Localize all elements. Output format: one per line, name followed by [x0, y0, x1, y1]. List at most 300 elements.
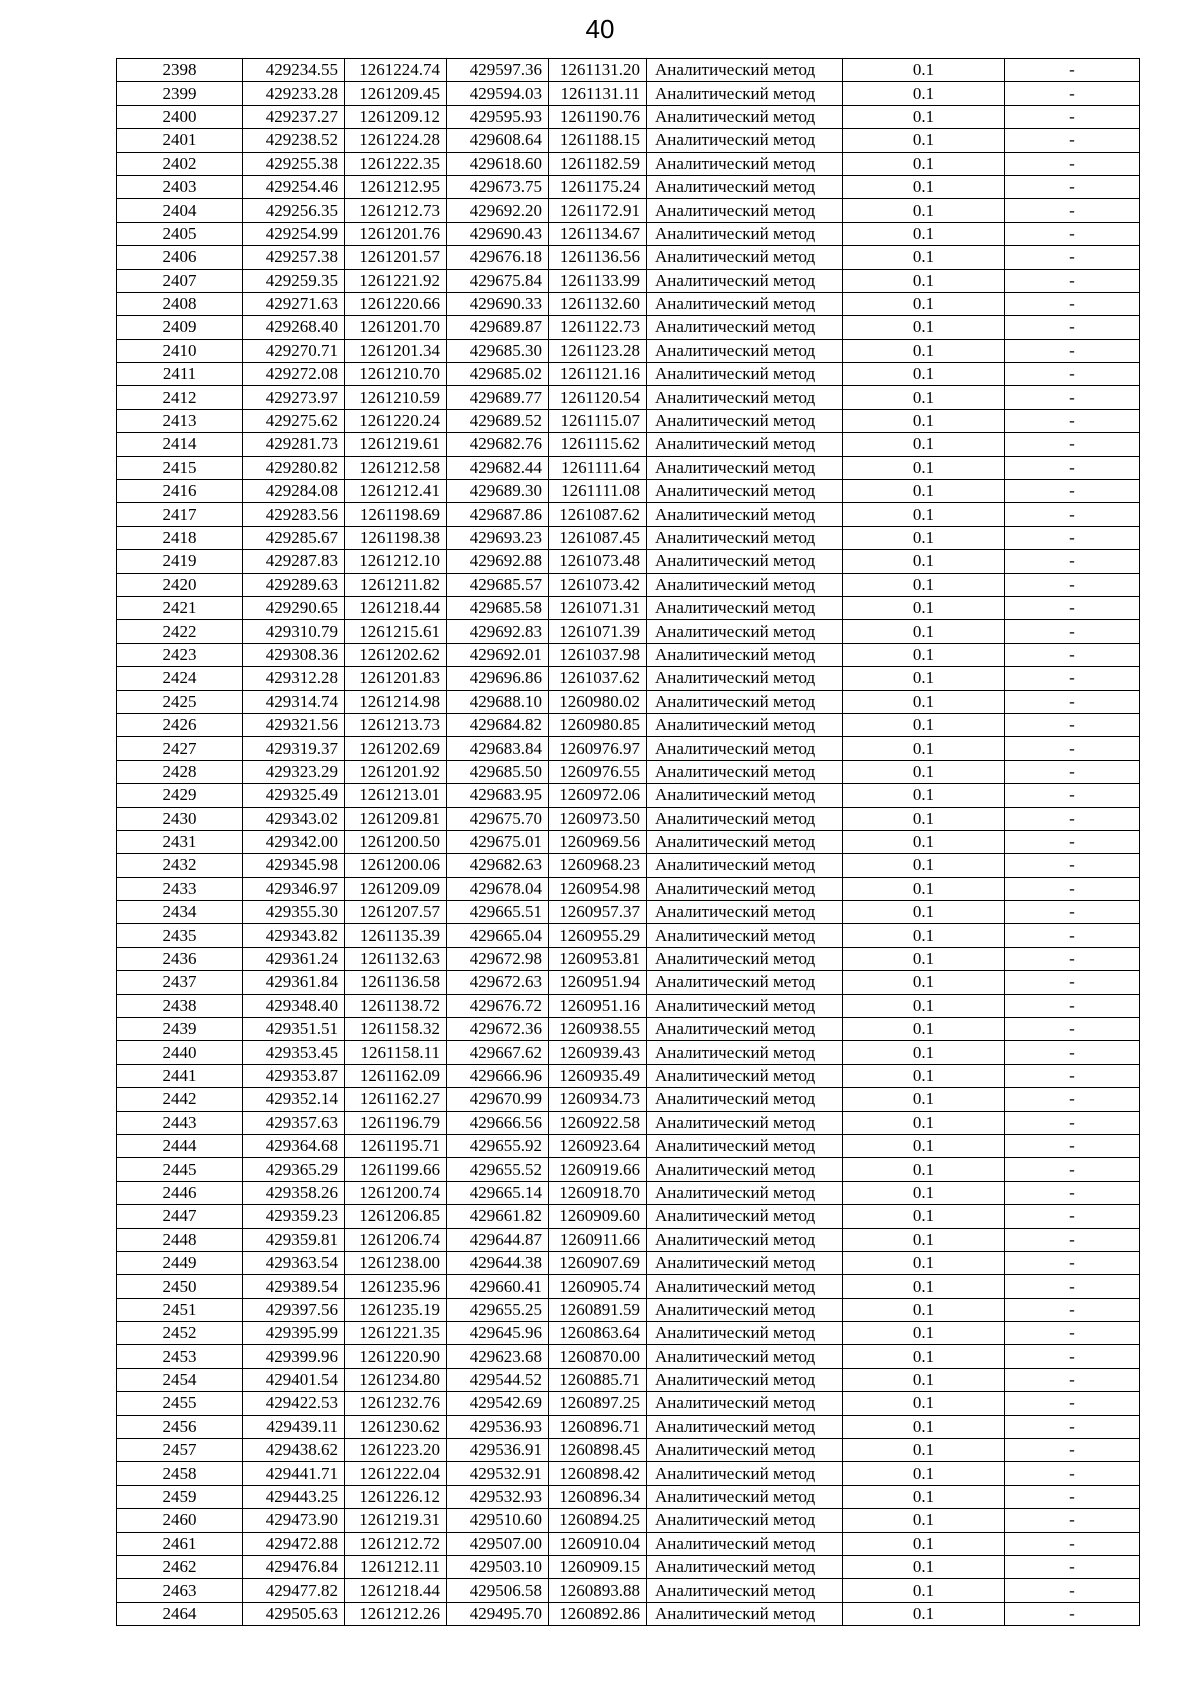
accuracy-cell: 0.1	[843, 175, 1005, 198]
method-cell: Аналитический метод	[647, 1509, 843, 1532]
point-number-cell: 2418	[117, 526, 243, 549]
y2-cell: 1260894.25	[549, 1509, 647, 1532]
table-row	[117, 1532, 1140, 1555]
x2-cell: 429536.91	[447, 1439, 549, 1462]
x2-cell: 429544.52	[447, 1368, 549, 1391]
method-cell: Аналитический метод	[647, 596, 843, 619]
table-row	[117, 1485, 1140, 1508]
y1-cell: 1261201.70	[345, 316, 447, 339]
x1-cell: 429314.74	[243, 690, 345, 713]
y1-cell: 1261212.11	[345, 1556, 447, 1579]
point-number-cell: 2463	[117, 1579, 243, 1602]
method-cell: Аналитический метод	[647, 339, 843, 362]
point-number-cell: 2453	[117, 1345, 243, 1368]
point-number-cell: 2424	[117, 667, 243, 690]
note-cell: -	[1005, 573, 1140, 596]
table-row	[117, 737, 1140, 760]
y2-cell: 1260897.25	[549, 1392, 647, 1415]
y2-cell: 1260896.71	[549, 1415, 647, 1438]
table-row	[117, 947, 1140, 970]
table-row	[117, 924, 1140, 947]
y2-cell: 1260896.34	[549, 1485, 647, 1508]
y1-cell: 1261211.82	[345, 573, 447, 596]
y1-cell: 1261214.98	[345, 690, 447, 713]
x2-cell: 429675.84	[447, 269, 549, 292]
table-row	[117, 994, 1140, 1017]
x1-cell: 429308.36	[243, 643, 345, 666]
method-cell: Аналитический метод	[647, 480, 843, 503]
x1-cell: 429270.71	[243, 339, 345, 362]
accuracy-cell: 0.1	[843, 1018, 1005, 1041]
y1-cell: 1261212.73	[345, 199, 447, 222]
accuracy-cell: 0.1	[843, 82, 1005, 105]
x1-cell: 429472.88	[243, 1532, 345, 1555]
accuracy-cell: 0.1	[843, 1298, 1005, 1321]
point-number-cell: 2458	[117, 1462, 243, 1485]
method-cell: Аналитический метод	[647, 269, 843, 292]
method-cell: Аналитический метод	[647, 737, 843, 760]
y2-cell: 1260907.69	[549, 1251, 647, 1274]
y2-cell: 1261122.73	[549, 316, 647, 339]
y1-cell: 1261202.69	[345, 737, 447, 760]
x1-cell: 429285.67	[243, 526, 345, 549]
y1-cell: 1261209.09	[345, 877, 447, 900]
accuracy-cell: 0.1	[843, 1579, 1005, 1602]
y1-cell: 1261158.32	[345, 1018, 447, 1041]
y2-cell: 1260893.88	[549, 1579, 647, 1602]
y1-cell: 1261212.10	[345, 550, 447, 573]
method-cell: Аналитический метод	[647, 1392, 843, 1415]
x1-cell: 429342.00	[243, 830, 345, 853]
x1-cell: 429254.46	[243, 175, 345, 198]
note-cell: -	[1005, 643, 1140, 666]
x2-cell: 429644.38	[447, 1251, 549, 1274]
table-row	[117, 1439, 1140, 1462]
x1-cell: 429361.24	[243, 947, 345, 970]
note-cell: -	[1005, 854, 1140, 877]
method-cell: Аналитический метод	[647, 1181, 843, 1204]
y2-cell: 1260922.58	[549, 1111, 647, 1134]
table-row	[117, 456, 1140, 479]
y1-cell: 1261224.28	[345, 129, 447, 152]
point-number-cell: 2433	[117, 877, 243, 900]
x2-cell: 429682.76	[447, 433, 549, 456]
point-number-cell: 2450	[117, 1275, 243, 1298]
y2-cell: 1261071.39	[549, 620, 647, 643]
y1-cell: 1261230.62	[345, 1415, 447, 1438]
method-cell: Аналитический метод	[647, 1041, 843, 1064]
note-cell: -	[1005, 480, 1140, 503]
x2-cell: 429675.01	[447, 830, 549, 853]
y1-cell: 1261202.62	[345, 643, 447, 666]
table-row	[117, 877, 1140, 900]
point-number-cell: 2414	[117, 433, 243, 456]
note-cell: -	[1005, 737, 1140, 760]
y2-cell: 1261136.56	[549, 246, 647, 269]
x2-cell: 429655.92	[447, 1134, 549, 1157]
accuracy-cell: 0.1	[843, 339, 1005, 362]
method-cell: Аналитический метод	[647, 59, 843, 82]
note-cell: -	[1005, 760, 1140, 783]
x2-cell: 429672.63	[447, 971, 549, 994]
table-row	[117, 1205, 1140, 1228]
note-cell: -	[1005, 129, 1140, 152]
y2-cell: 1261073.42	[549, 573, 647, 596]
method-cell: Аналитический метод	[647, 690, 843, 713]
y1-cell: 1261215.61	[345, 620, 447, 643]
y1-cell: 1261212.95	[345, 175, 447, 198]
table-row	[117, 503, 1140, 526]
note-cell: -	[1005, 690, 1140, 713]
table-row	[117, 292, 1140, 315]
accuracy-cell: 0.1	[843, 924, 1005, 947]
method-cell: Аналитический метод	[647, 807, 843, 830]
point-number-cell: 2464	[117, 1602, 243, 1625]
y2-cell: 1260980.85	[549, 713, 647, 736]
x2-cell: 429696.86	[447, 667, 549, 690]
point-number-cell: 2451	[117, 1298, 243, 1321]
method-cell: Аналитический метод	[647, 971, 843, 994]
method-cell: Аналитический метод	[647, 1579, 843, 1602]
table-row	[117, 82, 1140, 105]
note-cell: -	[1005, 620, 1140, 643]
accuracy-cell: 0.1	[843, 1064, 1005, 1087]
y1-cell: 1261213.73	[345, 713, 447, 736]
method-cell: Аналитический метод	[647, 760, 843, 783]
method-cell: Аналитический метод	[647, 667, 843, 690]
x2-cell: 429692.83	[447, 620, 549, 643]
x2-cell: 429644.87	[447, 1228, 549, 1251]
x2-cell: 429682.44	[447, 456, 549, 479]
x2-cell: 429689.52	[447, 409, 549, 432]
x1-cell: 429422.53	[243, 1392, 345, 1415]
x2-cell: 429670.99	[447, 1088, 549, 1111]
y2-cell: 1261134.67	[549, 222, 647, 245]
x1-cell: 429319.37	[243, 737, 345, 760]
table-row	[117, 1579, 1140, 1602]
x2-cell: 429645.96	[447, 1322, 549, 1345]
table-row	[117, 620, 1140, 643]
point-number-cell: 2457	[117, 1439, 243, 1462]
x2-cell: 429667.62	[447, 1041, 549, 1064]
table-row	[117, 1602, 1140, 1625]
x2-cell: 429693.23	[447, 526, 549, 549]
accuracy-cell: 0.1	[843, 480, 1005, 503]
y2-cell: 1260939.43	[549, 1041, 647, 1064]
x2-cell: 429676.72	[447, 994, 549, 1017]
y2-cell: 1260891.59	[549, 1298, 647, 1321]
x2-cell: 429666.56	[447, 1111, 549, 1134]
y2-cell: 1261120.54	[549, 386, 647, 409]
note-cell: -	[1005, 409, 1140, 432]
x2-cell: 429687.86	[447, 503, 549, 526]
table-row	[117, 901, 1140, 924]
accuracy-cell: 0.1	[843, 1275, 1005, 1298]
accuracy-cell: 0.1	[843, 1485, 1005, 1508]
y2-cell: 1261182.59	[549, 152, 647, 175]
x1-cell: 429365.29	[243, 1158, 345, 1181]
accuracy-cell: 0.1	[843, 573, 1005, 596]
table-row	[117, 386, 1140, 409]
point-number-cell: 2438	[117, 994, 243, 1017]
note-cell: -	[1005, 713, 1140, 736]
x2-cell: 429503.10	[447, 1556, 549, 1579]
note-cell: -	[1005, 1579, 1140, 1602]
y2-cell: 1260870.00	[549, 1345, 647, 1368]
method-cell: Аналитический метод	[647, 503, 843, 526]
note-cell: -	[1005, 1392, 1140, 1415]
method-cell: Аналитический метод	[647, 1064, 843, 1087]
table-row	[117, 1064, 1140, 1087]
y2-cell: 1261121.16	[549, 363, 647, 386]
x2-cell: 429690.43	[447, 222, 549, 245]
table-row	[117, 1134, 1140, 1157]
y1-cell: 1261201.76	[345, 222, 447, 245]
y2-cell: 1261190.76	[549, 105, 647, 128]
y1-cell: 1261201.34	[345, 339, 447, 362]
x1-cell: 429257.38	[243, 246, 345, 269]
table-row	[117, 1556, 1140, 1579]
accuracy-cell: 0.1	[843, 1556, 1005, 1579]
y1-cell: 1261218.44	[345, 1579, 447, 1602]
note-cell: -	[1005, 1415, 1140, 1438]
y2-cell: 1261188.15	[549, 129, 647, 152]
method-cell: Аналитический метод	[647, 1439, 843, 1462]
y2-cell: 1260909.60	[549, 1205, 647, 1228]
table-row	[117, 526, 1140, 549]
y2-cell: 1261111.64	[549, 456, 647, 479]
note-cell: -	[1005, 1532, 1140, 1555]
point-number-cell: 2445	[117, 1158, 243, 1181]
point-number-cell: 2425	[117, 690, 243, 713]
x1-cell: 429477.82	[243, 1579, 345, 1602]
x2-cell: 429675.70	[447, 807, 549, 830]
x1-cell: 429357.63	[243, 1111, 345, 1134]
accuracy-cell: 0.1	[843, 1111, 1005, 1134]
point-number-cell: 2449	[117, 1251, 243, 1274]
point-number-cell: 2456	[117, 1415, 243, 1438]
table-row	[117, 175, 1140, 198]
accuracy-cell: 0.1	[843, 409, 1005, 432]
table-row	[117, 1251, 1140, 1274]
y1-cell: 1261209.45	[345, 82, 447, 105]
table-row	[117, 105, 1140, 128]
method-cell: Аналитический метод	[647, 292, 843, 315]
y1-cell: 1261222.35	[345, 152, 447, 175]
x1-cell: 429395.99	[243, 1322, 345, 1345]
point-number-cell: 2431	[117, 830, 243, 853]
accuracy-cell: 0.1	[843, 222, 1005, 245]
x2-cell: 429608.64	[447, 129, 549, 152]
x1-cell: 429255.38	[243, 152, 345, 175]
point-number-cell: 2444	[117, 1134, 243, 1157]
table-row	[117, 667, 1140, 690]
point-number-cell: 2417	[117, 503, 243, 526]
table-row	[117, 480, 1140, 503]
accuracy-cell: 0.1	[843, 129, 1005, 152]
x1-cell: 429325.49	[243, 784, 345, 807]
accuracy-cell: 0.1	[843, 386, 1005, 409]
x1-cell: 429399.96	[243, 1345, 345, 1368]
method-cell: Аналитический метод	[647, 456, 843, 479]
accuracy-cell: 0.1	[843, 690, 1005, 713]
point-number-cell: 2455	[117, 1392, 243, 1415]
method-cell: Аналитический метод	[647, 784, 843, 807]
x2-cell: 429661.82	[447, 1205, 549, 1228]
y2-cell: 1260953.81	[549, 947, 647, 970]
x1-cell: 429345.98	[243, 854, 345, 877]
x1-cell: 429476.84	[243, 1556, 345, 1579]
note-cell: -	[1005, 363, 1140, 386]
y1-cell: 1261195.71	[345, 1134, 447, 1157]
method-cell: Аналитический метод	[647, 573, 843, 596]
point-number-cell: 2406	[117, 246, 243, 269]
y2-cell: 1261131.20	[549, 59, 647, 82]
point-number-cell: 2441	[117, 1064, 243, 1087]
method-cell: Аналитический метод	[647, 105, 843, 128]
y2-cell: 1260973.50	[549, 807, 647, 830]
x2-cell: 429532.93	[447, 1485, 549, 1508]
y1-cell: 1261135.39	[345, 924, 447, 947]
y2-cell: 1260951.16	[549, 994, 647, 1017]
x2-cell: 429676.18	[447, 246, 549, 269]
point-number-cell: 2452	[117, 1322, 243, 1345]
note-cell: -	[1005, 1088, 1140, 1111]
y1-cell: 1261238.00	[345, 1251, 447, 1274]
x2-cell: 429536.93	[447, 1415, 549, 1438]
method-cell: Аналитический метод	[647, 246, 843, 269]
y1-cell: 1261158.11	[345, 1041, 447, 1064]
y1-cell: 1261220.24	[345, 409, 447, 432]
table-row	[117, 1345, 1140, 1368]
table-row	[117, 807, 1140, 830]
accuracy-cell: 0.1	[843, 737, 1005, 760]
method-cell: Аналитический метод	[647, 1322, 843, 1345]
point-number-cell: 2432	[117, 854, 243, 877]
accuracy-cell: 0.1	[843, 947, 1005, 970]
note-cell: -	[1005, 503, 1140, 526]
point-number-cell: 2426	[117, 713, 243, 736]
y2-cell: 1261115.07	[549, 409, 647, 432]
point-number-cell: 2439	[117, 1018, 243, 1041]
note-cell: -	[1005, 199, 1140, 222]
y1-cell: 1261226.12	[345, 1485, 447, 1508]
accuracy-cell: 0.1	[843, 877, 1005, 900]
x2-cell: 429655.52	[447, 1158, 549, 1181]
method-cell: Аналитический метод	[647, 175, 843, 198]
x1-cell: 429439.11	[243, 1415, 345, 1438]
method-cell: Аналитический метод	[647, 1205, 843, 1228]
method-cell: Аналитический метод	[647, 129, 843, 152]
point-number-cell: 2419	[117, 550, 243, 573]
y1-cell: 1261221.92	[345, 269, 447, 292]
x1-cell: 429343.82	[243, 924, 345, 947]
method-cell: Аналитический метод	[647, 1298, 843, 1321]
note-cell: -	[1005, 1275, 1140, 1298]
point-number-cell: 2415	[117, 456, 243, 479]
y2-cell: 1261123.28	[549, 339, 647, 362]
point-number-cell: 2402	[117, 152, 243, 175]
note-cell: -	[1005, 1181, 1140, 1204]
y2-cell: 1261115.62	[549, 433, 647, 456]
accuracy-cell: 0.1	[843, 1509, 1005, 1532]
x2-cell: 429623.68	[447, 1345, 549, 1368]
x1-cell: 429237.27	[243, 105, 345, 128]
accuracy-cell: 0.1	[843, 807, 1005, 830]
note-cell: -	[1005, 1018, 1140, 1041]
note-cell: -	[1005, 877, 1140, 900]
x1-cell: 429256.35	[243, 199, 345, 222]
x2-cell: 429666.96	[447, 1064, 549, 1087]
method-cell: Аналитический метод	[647, 901, 843, 924]
note-cell: -	[1005, 105, 1140, 128]
note-cell: -	[1005, 433, 1140, 456]
note-cell: -	[1005, 1111, 1140, 1134]
y1-cell: 1261201.57	[345, 246, 447, 269]
x1-cell: 429283.56	[243, 503, 345, 526]
x2-cell: 429595.93	[447, 105, 549, 128]
table-row	[117, 1228, 1140, 1251]
accuracy-cell: 0.1	[843, 1088, 1005, 1111]
method-cell: Аналитический метод	[647, 1368, 843, 1391]
y1-cell: 1261207.57	[345, 901, 447, 924]
x1-cell: 429443.25	[243, 1485, 345, 1508]
table-row	[117, 316, 1140, 339]
method-cell: Аналитический метод	[647, 433, 843, 456]
accuracy-cell: 0.1	[843, 503, 1005, 526]
note-cell: -	[1005, 1322, 1140, 1345]
note-cell: -	[1005, 807, 1140, 830]
x2-cell: 429542.69	[447, 1392, 549, 1415]
y2-cell: 1260911.66	[549, 1228, 647, 1251]
note-cell: -	[1005, 1345, 1140, 1368]
point-number-cell: 2403	[117, 175, 243, 198]
method-cell: Аналитический метод	[647, 877, 843, 900]
method-cell: Аналитический метод	[647, 1018, 843, 1041]
y1-cell: 1261210.70	[345, 363, 447, 386]
table-row	[117, 222, 1140, 245]
method-cell: Аналитический метод	[647, 1485, 843, 1508]
table-row	[117, 1298, 1140, 1321]
x1-cell: 429321.56	[243, 713, 345, 736]
x1-cell: 429355.30	[243, 901, 345, 924]
table-row	[117, 854, 1140, 877]
note-cell: -	[1005, 1064, 1140, 1087]
x2-cell: 429689.30	[447, 480, 549, 503]
x1-cell: 429323.29	[243, 760, 345, 783]
x2-cell: 429689.77	[447, 386, 549, 409]
x1-cell: 429233.28	[243, 82, 345, 105]
x2-cell: 429532.91	[447, 1462, 549, 1485]
y1-cell: 1261200.74	[345, 1181, 447, 1204]
table-row	[117, 1509, 1140, 1532]
x1-cell: 429438.62	[243, 1439, 345, 1462]
y2-cell: 1261132.60	[549, 292, 647, 315]
note-cell: -	[1005, 784, 1140, 807]
x2-cell: 429684.82	[447, 713, 549, 736]
x2-cell: 429678.04	[447, 877, 549, 900]
method-cell: Аналитический метод	[647, 713, 843, 736]
y1-cell: 1261200.06	[345, 854, 447, 877]
point-number-cell: 2430	[117, 807, 243, 830]
point-number-cell: 2429	[117, 784, 243, 807]
table-row	[117, 830, 1140, 853]
table-row	[117, 246, 1140, 269]
x1-cell: 429275.62	[243, 409, 345, 432]
point-number-cell: 2447	[117, 1205, 243, 1228]
x1-cell: 429346.97	[243, 877, 345, 900]
note-cell: -	[1005, 994, 1140, 1017]
